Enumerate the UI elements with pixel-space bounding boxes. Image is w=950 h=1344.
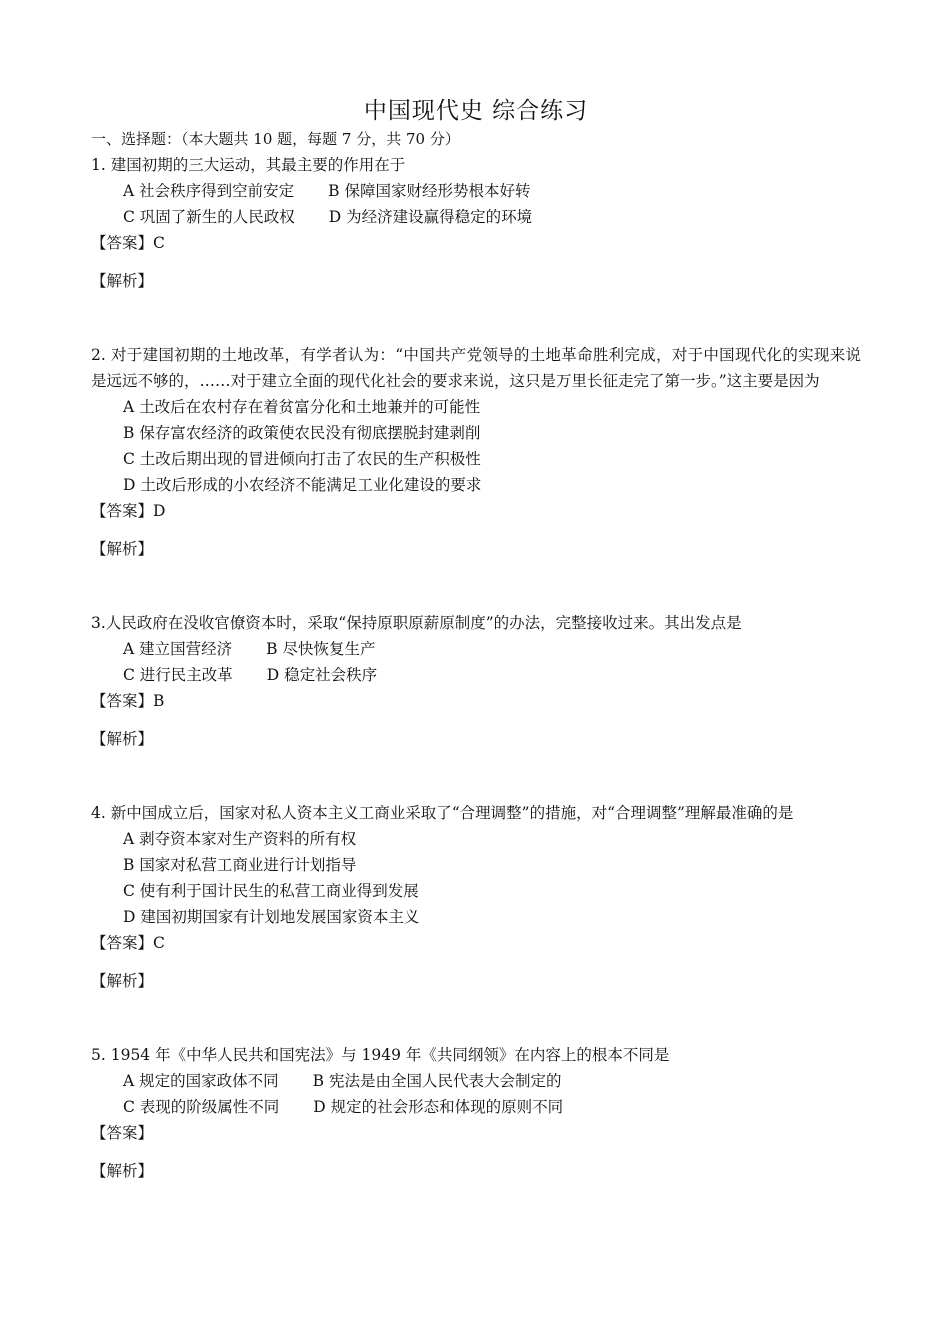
option-c: C 进行民主改革 xyxy=(123,666,233,684)
answer-line xyxy=(91,688,861,714)
question-4 xyxy=(91,800,861,994)
option-row xyxy=(91,1068,861,1094)
answer-label: 【答案】 xyxy=(91,502,154,520)
answer-label: 【答案】 xyxy=(91,934,154,952)
analysis-label: 【解析】 xyxy=(91,1162,154,1180)
answer-value: C xyxy=(153,234,165,252)
question-stem: 5. 1954 年《中华人民共和国宪法》与 1949 年《共同纲领》在内容上的根本不同是 xyxy=(91,1046,670,1064)
option-c: C 巩固了新生的人民政权 xyxy=(123,208,295,226)
section-heading: 一、选择题：（本大题共 10 题，每题 7 分，共 70 分） xyxy=(91,130,460,148)
spacer xyxy=(91,994,861,1042)
question-5 xyxy=(91,1042,861,1184)
option-d: D 稳定社会秩序 xyxy=(266,666,378,684)
document-title: 中国现代史 综合练习 xyxy=(363,98,589,124)
answer-value: D xyxy=(153,502,166,520)
answer-label: 【答案】 xyxy=(91,234,154,252)
answer-label: 【答案】 xyxy=(91,1124,154,1142)
answer-line xyxy=(91,930,861,956)
question-stem: 4. 新中国成立后，国家对私人资本主义工商业采取了“合理调整”的措施，对“合理调整”理解最准确的是 xyxy=(91,804,794,822)
option-d: D 建国初期国家有计划地发展国家资本主义 xyxy=(123,908,420,926)
option-a: A 土改后在农村存在着贫富分化和土地兼并的可能性 xyxy=(123,398,481,416)
option-row xyxy=(91,1094,861,1120)
option-row xyxy=(91,636,861,662)
option-b: B 国家对私营工商业进行计划指导 xyxy=(123,856,357,874)
answer-line xyxy=(91,1120,861,1146)
question-3 xyxy=(91,610,861,752)
question-stem: 3.人民政府在没收官僚资本时，采取“保持原职原薪原制度”的办法，完整接收过来。其出发点是 xyxy=(91,614,742,632)
option-b: B 保存富农经济的政策使农民没有彻底摆脱封建剥削 xyxy=(123,424,481,442)
spacer xyxy=(91,562,861,610)
option-a: A 剥夺资本家对生产资料的所有权 xyxy=(123,830,357,848)
option-b: B 宪法是由全国人民代表大会制定的 xyxy=(312,1072,562,1090)
option-a: A 社会秩序得到空前安定 xyxy=(123,182,295,200)
option-a: A 规定的国家政体不同 xyxy=(123,1072,279,1090)
question-stem: 2. 对于建国初期的土地改革，有学者认为：“中国共产党领导的土地革命胜利完成，对于中国现代化的实现来说是远远不够的，……对于建立全面的现代化社会的要求来说，这只是万里长征走完了第一步。”这主要是因为 xyxy=(91,346,861,390)
question-2 xyxy=(91,342,861,562)
option-row xyxy=(91,662,861,688)
option-d: D 土改后形成的小农经济不能满足工业化建设的要求 xyxy=(123,476,482,494)
option-c: C 土改后期出现的冒进倾向打击了农民的生产积极性 xyxy=(123,450,481,468)
option-b: B 保障国家财经形势根本好转 xyxy=(328,182,531,200)
option-row xyxy=(91,178,861,204)
analysis-label: 【解析】 xyxy=(91,730,154,748)
analysis-label: 【解析】 xyxy=(91,972,154,990)
answer-line xyxy=(91,230,861,256)
document-page xyxy=(91,96,861,1184)
question-stem: 1. 建国初期的三大运动，其最主要的作用在于 xyxy=(91,156,406,174)
analysis-label: 【解析】 xyxy=(91,540,154,558)
answer-line xyxy=(91,498,861,524)
option-b: B 尽快恢复生产 xyxy=(266,640,376,658)
answer-value: C xyxy=(153,934,165,952)
answer-value: B xyxy=(153,692,165,710)
option-d: D 为经济建设赢得稳定的环境 xyxy=(328,208,533,226)
spacer xyxy=(91,752,861,800)
analysis-label: 【解析】 xyxy=(91,272,154,290)
answer-label: 【答案】 xyxy=(91,692,154,710)
option-c: C 使有利于国计民生的私营工商业得到发展 xyxy=(123,882,419,900)
option-d: D 规定的社会形态和体现的原则不同 xyxy=(313,1098,564,1116)
option-a: A 建立国营经济 xyxy=(123,640,233,658)
question-1 xyxy=(91,152,861,294)
option-c: C 表现的阶级属性不同 xyxy=(123,1098,280,1116)
option-row xyxy=(91,204,861,230)
spacer xyxy=(91,294,861,342)
